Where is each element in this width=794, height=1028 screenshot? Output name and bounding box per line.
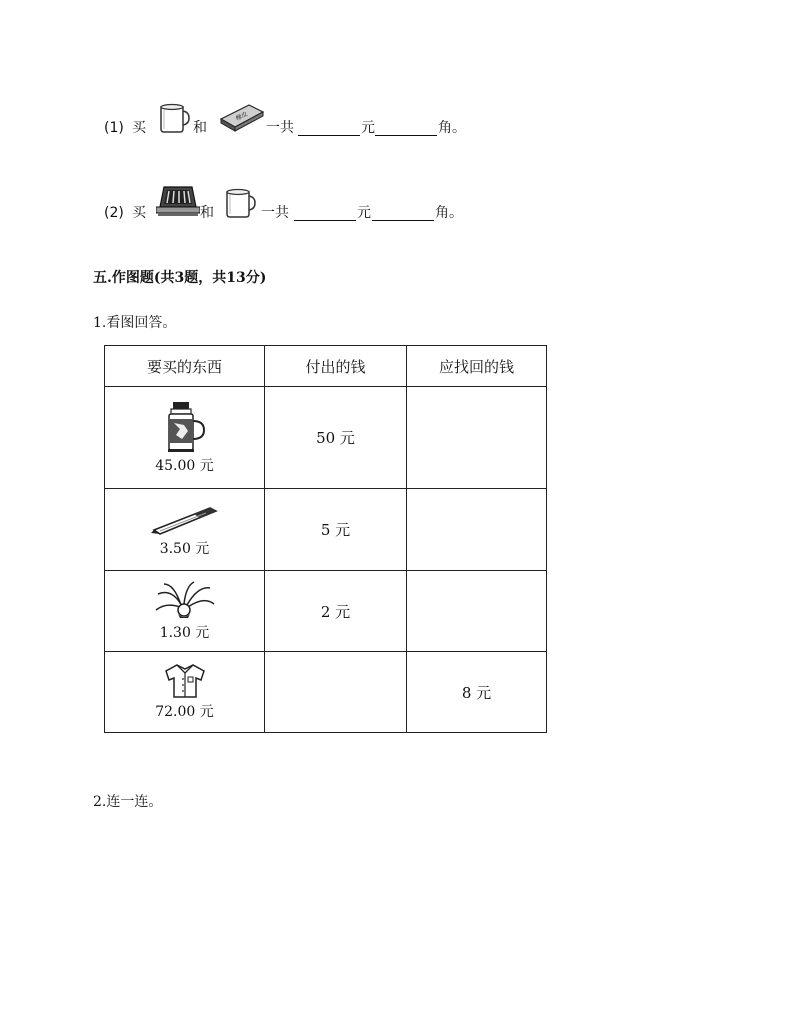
item-price: 72.00 元 <box>155 704 214 720</box>
paid-cell: 5 元 <box>265 489 407 571</box>
jiao-text: 角。 <box>435 205 463 221</box>
table-row <box>105 489 547 571</box>
change-cell[interactable] <box>407 387 547 489</box>
buy-text: 买 <box>132 120 146 136</box>
price-table <box>104 345 547 733</box>
question-2-label: 2.连一连。 <box>93 794 163 810</box>
change-cell: 8 元 <box>407 652 547 733</box>
table-row <box>105 652 547 733</box>
buy-text: 买 <box>132 205 146 221</box>
item-cell <box>105 652 265 733</box>
question-2 <box>104 193 504 233</box>
yuan-text: 元 <box>357 205 371 221</box>
question-1 <box>104 108 504 148</box>
change-cell[interactable] <box>407 489 547 571</box>
and-text: 和 <box>193 120 207 136</box>
table-header-row <box>105 346 547 387</box>
item-price: 45.00 元 <box>155 457 214 474</box>
question-1-label: 1.看图回答。 <box>93 315 177 331</box>
item-cell <box>105 571 265 652</box>
item-cell <box>105 489 265 571</box>
section-title: 五.作图题(共3题，共13分) <box>93 270 267 286</box>
shuttlecock-icon <box>154 580 216 620</box>
pen-icon <box>150 502 220 536</box>
eraser-icon <box>218 102 266 132</box>
item-cell <box>105 387 265 489</box>
header-item: 要买的东西 <box>105 346 265 387</box>
header-change: 应找回的钱 <box>407 346 547 387</box>
cup-icon <box>158 102 190 134</box>
answer-blank-jiao[interactable] <box>375 135 437 136</box>
table-row <box>105 387 547 489</box>
paid-cell: 2 元 <box>265 571 407 652</box>
change-cell[interactable] <box>407 571 547 652</box>
shirt-icon <box>164 663 206 699</box>
paid-cell: 50 元 <box>265 387 407 489</box>
eraser-label: 橡皮 <box>234 110 249 123</box>
question-number: (2) <box>104 205 124 221</box>
thermos-icon <box>162 401 208 453</box>
total-text: 一共 <box>261 205 289 221</box>
cup-icon <box>224 187 256 219</box>
pencil-sharpener-icon <box>156 183 200 217</box>
answer-blank-yuan[interactable] <box>298 135 360 136</box>
item-price: 3.50 元 <box>159 540 210 557</box>
yuan-text: 元 <box>361 120 375 136</box>
total-text: 一共 <box>266 120 294 136</box>
answer-blank-jiao[interactable] <box>372 220 434 221</box>
header-paid: 付出的钱 <box>265 346 407 387</box>
paid-cell[interactable] <box>265 652 407 733</box>
table-row <box>105 571 547 652</box>
answer-blank-yuan[interactable] <box>294 220 356 221</box>
item-price: 1.30 元 <box>159 625 210 641</box>
question-number: (1) <box>104 120 124 136</box>
jiao-text: 角。 <box>438 120 466 136</box>
and-text: 和 <box>200 205 214 221</box>
